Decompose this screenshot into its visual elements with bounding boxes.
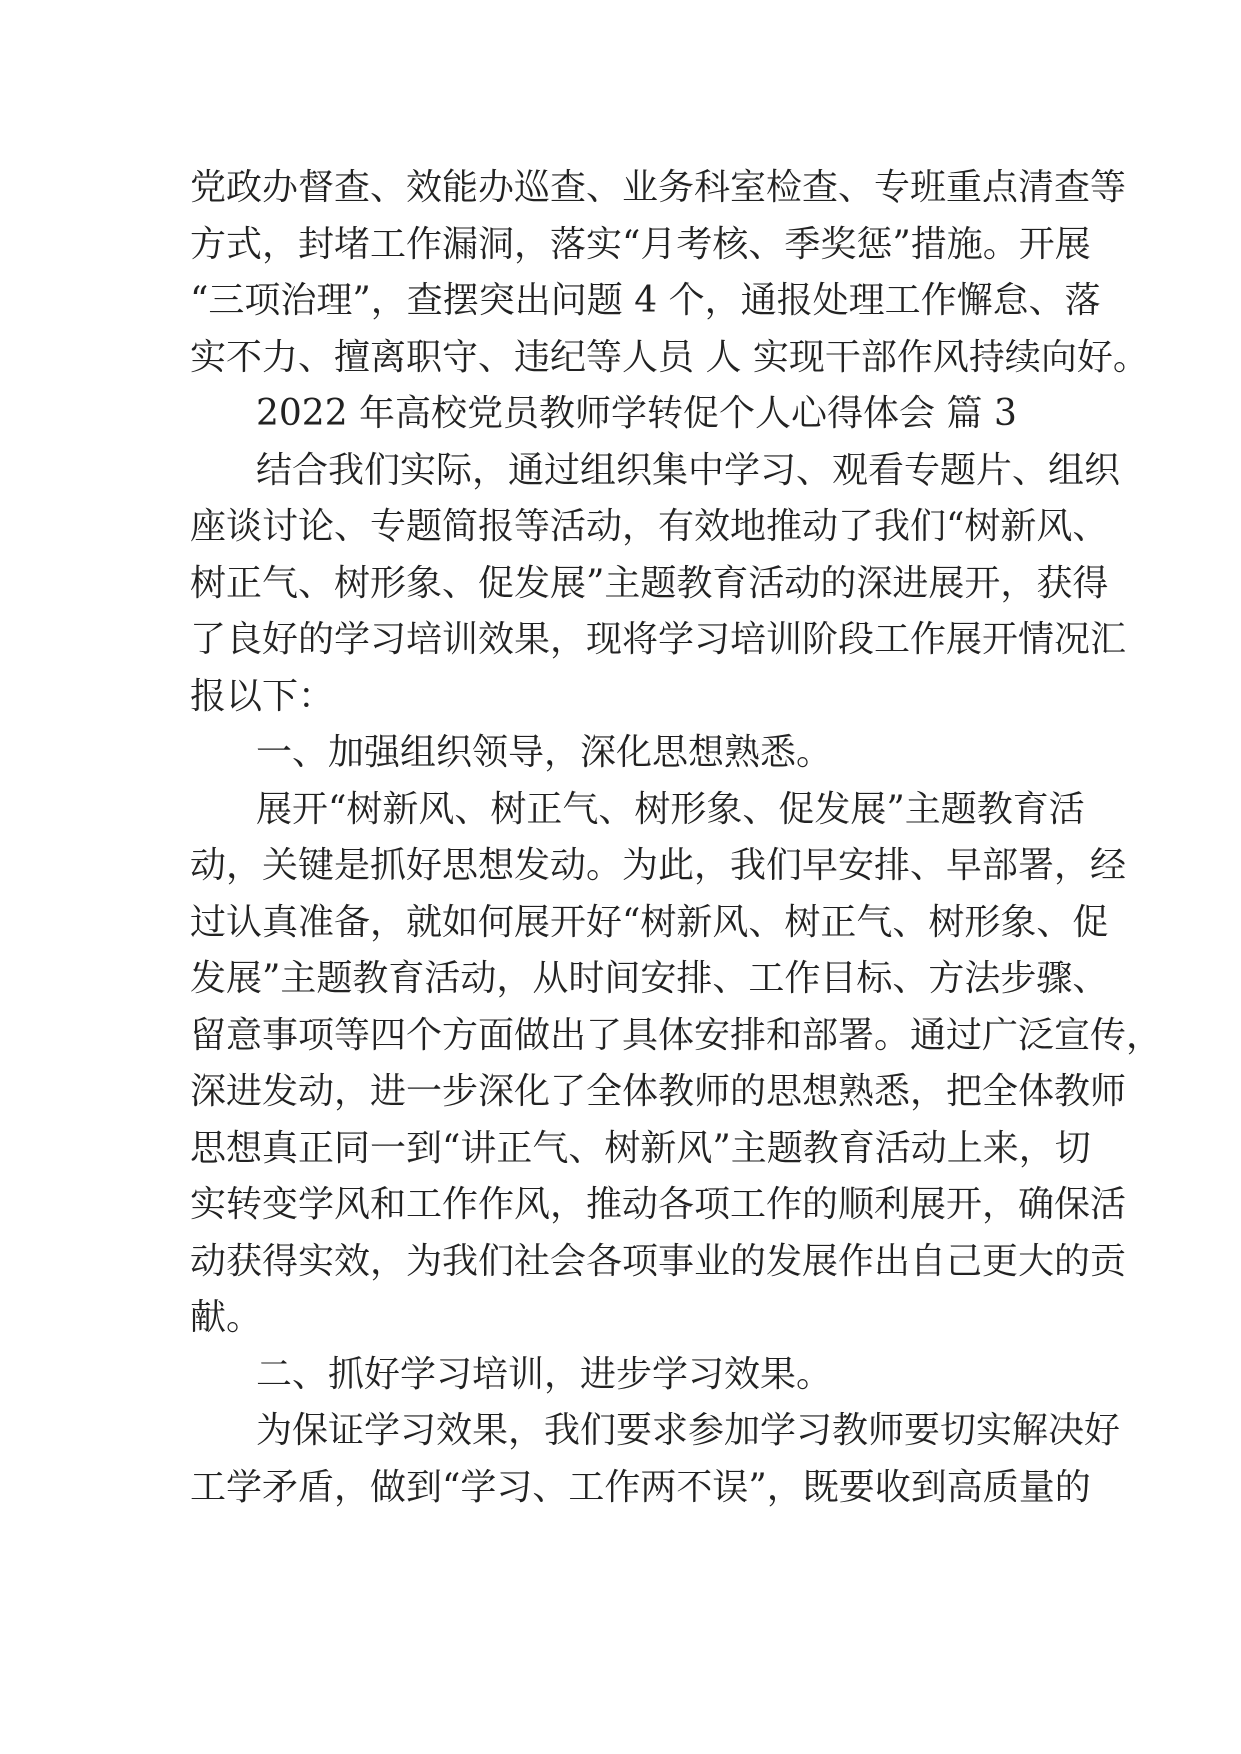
text-line: 报以下： [190,675,335,717]
subheading: 一、加强组织领导，深化思想熟悉。 [256,732,833,773]
text-line: 结合我们实际，通过组织集中学习、观看专题片、组织 [256,449,1121,491]
text-line: 座谈讨论、专题简报等活动，有效地推动了我们“树新风、 [190,506,1109,547]
text-line: 动，关键是抓好思想发动。为此，我们早安排、早部署，经 [190,845,1127,886]
text-line: 留意事项等四个方面做出了具体安排和部署。通过广泛宣传， [190,1014,1163,1056]
text-line: 树正气、树形象、促发展”主题教育活动的深进展开，获得 [190,562,1109,604]
text-line: 工学矛盾，做到“学习、工作两不误”，既要收到高质量的 [190,1466,1091,1508]
text-line: 为保证学习效果，我们要求参加学习教师要切实解决好 [256,1410,1121,1451]
text-line: 动获得实效，为我们社会各项事业的发展作出自己更大的贡 [190,1240,1127,1282]
text-line: 深进发动，进一步深化了全体教师的思想熟悉，把全体教师 [190,1071,1127,1112]
section-heading: 2022 年高校党员教师学转促个人心得体会 篇 3 [256,393,1017,434]
text-line: 发展”主题教育活动，从时间安排、工作目标、方法步骤、 [190,958,1109,999]
text-line: 党政办督查、效能办巡查、业务科室检查、专班重点清查等 [190,167,1127,208]
text-line: 思想真正同一到“讲正气、树新风”主题教育活动上来，切 [190,1127,1091,1169]
document-body [190,160,1163,1516]
subheading: 二、抓好学习培训，进步学习效果。 [256,1353,833,1395]
text-line: 过认真准备，就如何展开好“树新风、树正气、树形象、促 [190,901,1109,943]
text-line: 实不力、擅离职守、违纪等人员 人 实现干部作风持续向好。 [190,336,1149,378]
text-line: 实转变学风和工作作风，推动各项工作的顺利展开，确保活 [190,1184,1127,1225]
text-line: 方式，封堵工作漏洞，落实“月考核、季奖惩”措施。开展 [190,223,1091,265]
text-line: “三项治理”，查摆突出问题 4 个，通报处理工作懈怠、落 [190,280,1101,321]
text-line: 了良好的学习培训效果，现将学习培训阶段工作展开情况汇 [190,619,1127,660]
text-line: 展开“树新风、树正气、树形象、促发展”主题教育活 [256,788,1085,830]
text-line: 献。 [190,1297,263,1338]
